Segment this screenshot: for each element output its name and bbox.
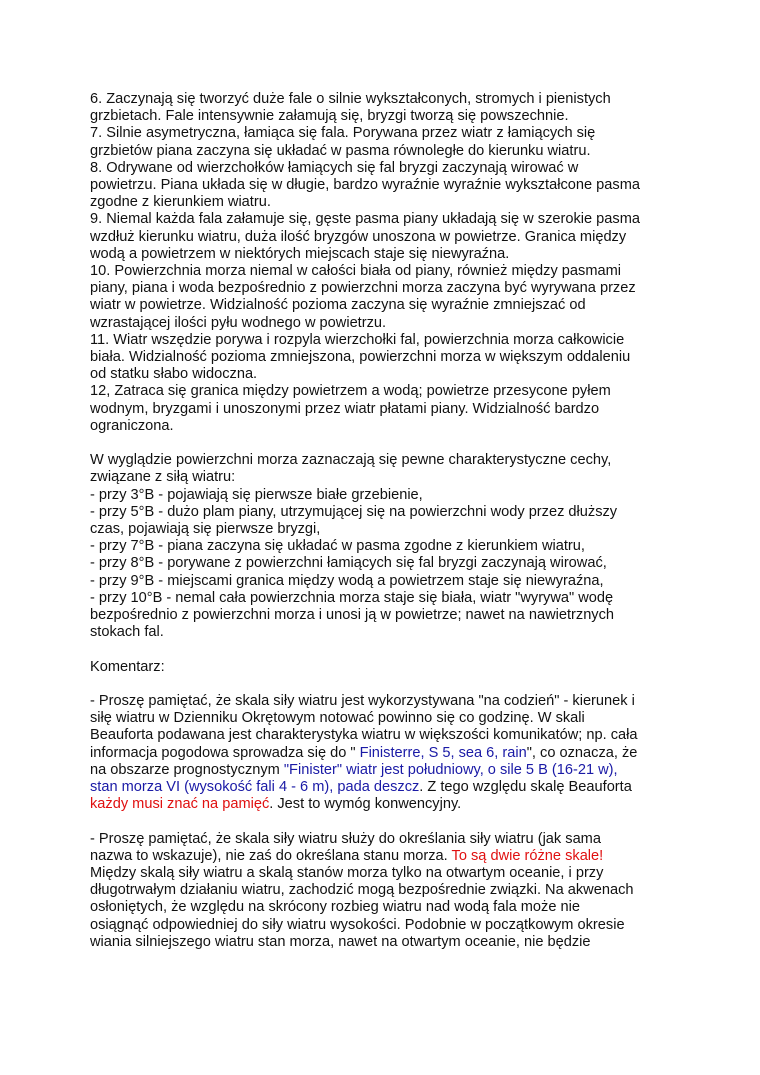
features-intro: W wyglądzie powierzchni morza zaznaczają się pewne charakterystyczne cechy, <box>90 452 612 469</box>
text-line: grzbietach. Fale intensywnie załamują się, bryzgi tworzą się powszechnie. <box>90 108 569 125</box>
feature-item: czas, pojawiają się pierwsze bryzgi, <box>90 521 321 538</box>
text-line: od statku słabo widoczna. <box>90 366 258 383</box>
text-line <box>90 745 690 762</box>
document-page <box>90 91 690 951</box>
feature-item: - przy 8°B - porywane z powierzchni łamiących się fal bryzgi zaczynają wirować, <box>90 555 607 572</box>
feature-item: bezpośrednio z powierzchni morza i unosi ją w powietrze; nawet na nawietrznych <box>90 607 615 624</box>
scale-item-7 <box>90 125 690 159</box>
text-line: 8. Odrywane od wierzchołków łamiących się fal bryzgi zaczynają wirować w <box>90 159 579 176</box>
text-line: 9. Niemal każda fala załamuje się, gęste pasma piany układają się w szerokie pasma <box>90 211 640 228</box>
text-line: osłoniętych, że względu na skrócony rozbieg wiatru nad wodą fala może nie <box>90 899 580 916</box>
scale-item-9 <box>90 211 690 263</box>
forecast-explanation: stan morza VI (wysokość fali 4 - 6 m), pada deszcz <box>90 779 420 796</box>
text-line: siłę wiatru w Dzienniku Okrętowym notować powinno się co godzinę. W skali <box>90 710 585 727</box>
text-line: wzrastającej ilości pyłu wodnego w powietrzu. <box>90 314 387 331</box>
feature-item: - przy 3°B - pojawiają się pierwsze białe grzebienie, <box>90 486 423 503</box>
features-section <box>90 452 690 641</box>
text-line: - Proszę pamiętać, że skala siły wiatru jest wykorzystywana "na codzień" - kierunek i <box>90 693 635 710</box>
text-run: na obszarze prognostycznym <box>90 761 284 778</box>
text-line: 7. Silnie asymetryczna, łamiąca się fala. Porywana przez wiatr z łamiących się <box>90 125 596 142</box>
comment-paragraph-2 <box>90 831 690 951</box>
scale-item-10 <box>90 263 690 332</box>
comment-paragraph-1 <box>90 693 690 813</box>
text-line: wodą a powietrzem w niektórych miejscach staje się niewyraźna. <box>90 245 510 262</box>
scale-item-11 <box>90 332 690 384</box>
text-line: 10. Powierzchnia morza niemal w całości biała od piany, również między pasmami <box>90 263 622 280</box>
text-run: ", co oznacza, że <box>526 744 638 761</box>
paragraph-gap <box>90 435 690 452</box>
text-line: długotrwałym działaniu wiatru, zachodzić mogą bezpośrednie związki. Na akwenach <box>90 882 634 899</box>
text-line: ograniczona. <box>90 417 174 434</box>
text-line <box>90 779 690 796</box>
text-line: zgodne z kierunkiem wiatru. <box>90 194 271 211</box>
text-line: 6. Zaczynają się tworzyć duże fale o silnie wykształconych, stromych i pienistych <box>90 91 611 107</box>
text-run: nazwa to wskazuje), nie zaś do określana stanu morza. <box>90 847 452 864</box>
text-run: . Z tego względu skalę Beauforta <box>419 779 632 796</box>
text-line: grzbietów piana zaczyna się układać w pasma równoległe do kierunku wiatru. <box>90 142 591 159</box>
text-line: biała. Widzialność pozioma zmniejszona, powierzchni morza w większym oddaleniu <box>90 349 631 366</box>
text-line: Beauforta podawana jest charakterystyka wiatru w większości komunikatów; np. cała <box>90 727 638 744</box>
features-intro: związane z siłą wiatru: <box>90 469 236 486</box>
text-line: 11. Wiatr wszędzie porywa i rozpyla wierzchołki fal, powierzchnia morza całkowicie <box>90 331 625 348</box>
emphasis-text: każdy musi znać na pamięć <box>90 796 270 813</box>
feature-item: - przy 7°B - piana zaczyna się układać w pasma zgodne z kierunkiem wiatru, <box>90 538 585 555</box>
emphasis-text: To są dwie różne skale! <box>451 847 604 864</box>
text-line: wodnym, bryzgami i unoszonymi przez wiatr płatami piany. Widzialność bardzo <box>90 400 600 417</box>
feature-item: - przy 10°B - nemal cała powierzchnia morza staje się biała, wiatr "wyrywa" wodę <box>90 589 614 606</box>
paragraph-gap <box>90 676 690 693</box>
feature-item: - przy 9°B - miejscami granica między wodą a powietrzem staje się niewyraźna, <box>90 572 604 589</box>
text-line: powietrzu. Piana układa się w długie, bardzo wyraźnie wyraźnie wykształcone pasma <box>90 177 640 194</box>
text-run: . Jest to wymóg konwencyjny. <box>269 796 462 813</box>
text-run: informacja pogodowa sprowadza się do " <box>90 744 356 761</box>
feature-item: stokach fal. <box>90 624 164 641</box>
text-line: - Proszę pamiętać, że skala siły wiatru służy do określania siły wiatru (jak sama <box>90 830 601 847</box>
text-line: piany, piana i woda bezpośrednio z powierzchni morza zaczyna być wyrywana przez <box>90 280 636 297</box>
text-line <box>90 796 690 813</box>
paragraph-gap <box>90 813 690 830</box>
scale-item-8 <box>90 160 690 212</box>
text-line: 12, Zatraca się granica między powietrzem a wodą; powietrze przesycone pyłem <box>90 383 611 400</box>
text-line <box>90 848 690 865</box>
paragraph-gap <box>90 641 690 658</box>
text-line: wzdłuż kierunku wiatru, duża ilość bryzgów unoszona w powietrze. Granica między <box>90 228 627 245</box>
forecast-explanation: "Finister" wiatr jest południowy, o sile 5 B (16-21 w), <box>283 761 618 778</box>
text-line <box>90 762 690 779</box>
text-line: wiania silniejszego wiatru stan morza, nawet na otwartym oceanie, nie będzie <box>90 933 591 950</box>
text-line: Między skalą siły wiatru a skalą stanów morza tylko na otwartym oceanie, i przy <box>90 865 604 882</box>
forecast-example: Finisterre, S 5, sea 6, rain <box>355 744 527 761</box>
text-line: osiągnąć odpowiedniej do siły wiatru wysokości. Podobnie w początkowym okresie <box>90 916 625 933</box>
text-line: wiatr w powietrze. Widzialność pozioma zaczyna się wyraźnie zmniejszać od <box>90 297 586 314</box>
scale-item-6 <box>90 91 690 125</box>
feature-item: - przy 5°B - dużo plam piany, utrzymującej się na powierzchni wody przez dłuższy <box>90 503 618 520</box>
scale-descriptions <box>90 91 690 435</box>
comment-heading: Komentarz: <box>90 658 165 675</box>
scale-item-12 <box>90 383 690 435</box>
